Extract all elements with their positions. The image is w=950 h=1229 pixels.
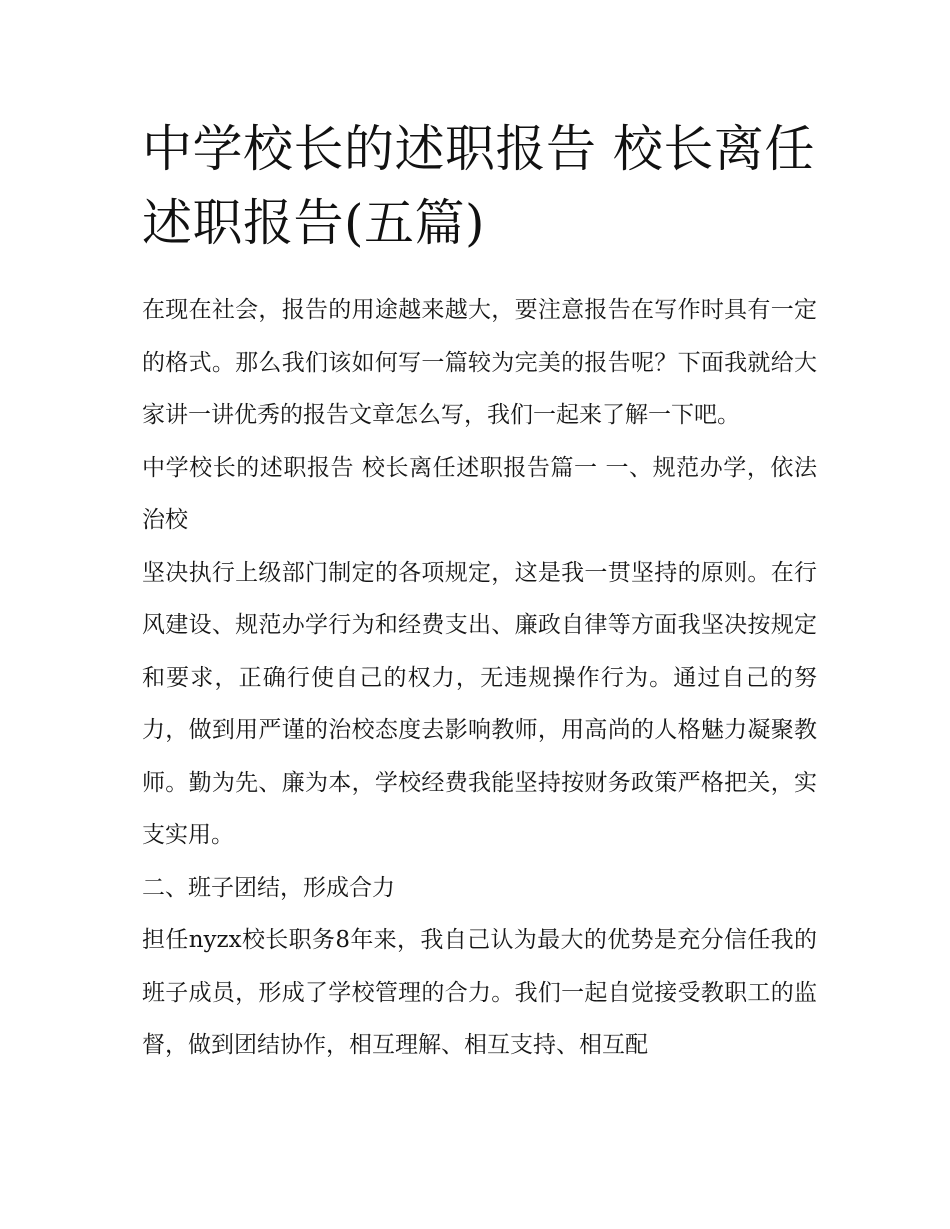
section-heading-paragraph: 中学校长的述职报告 校长离任述职报告篇一 一、规范办学，依法治校	[142, 454, 817, 533]
body-paragraph: 坚决执行上级部门制定的各项规定，这是我一贯坚持的原则。在行风建设、规范办学行为和经费支出、廉政自律等方面我坚决按规定和要求，正确行使自己的权力，无违规操作行为。通过自己的努力，做到用严谨的治校态度去影响教师，用高尚的人格魅力凝聚教师。勤为先、廉为本，学校经费我能坚持按财务政策严格把关，实支实用。	[142, 559, 817, 848]
body-paragraph: 担任nyzx校长职务8年来，我自己认为最大的优势是充分信任我的班子成员，形成了学校管理的合力。我们一起自觉接受教职工的监督，做到团结协作，相互理解、相互支持、相互配	[142, 927, 817, 1058]
document-page	[142, 112, 817, 1072]
document-body	[142, 284, 817, 1072]
intro-paragraph: 在现在社会，报告的用途越来越大，要注意报告在写作时具有一定的格式。那么我们该如何写一篇较为完美的报告呢？下面我就给大家讲一讲优秀的报告文章怎么写，我们一起来了解一下吧。	[142, 297, 817, 428]
section-heading-paragraph: 二、班子团结，形成合力	[142, 874, 395, 901]
document-title: 中学校长的述职报告 校长离任述职报告(五篇)	[142, 120, 815, 252]
